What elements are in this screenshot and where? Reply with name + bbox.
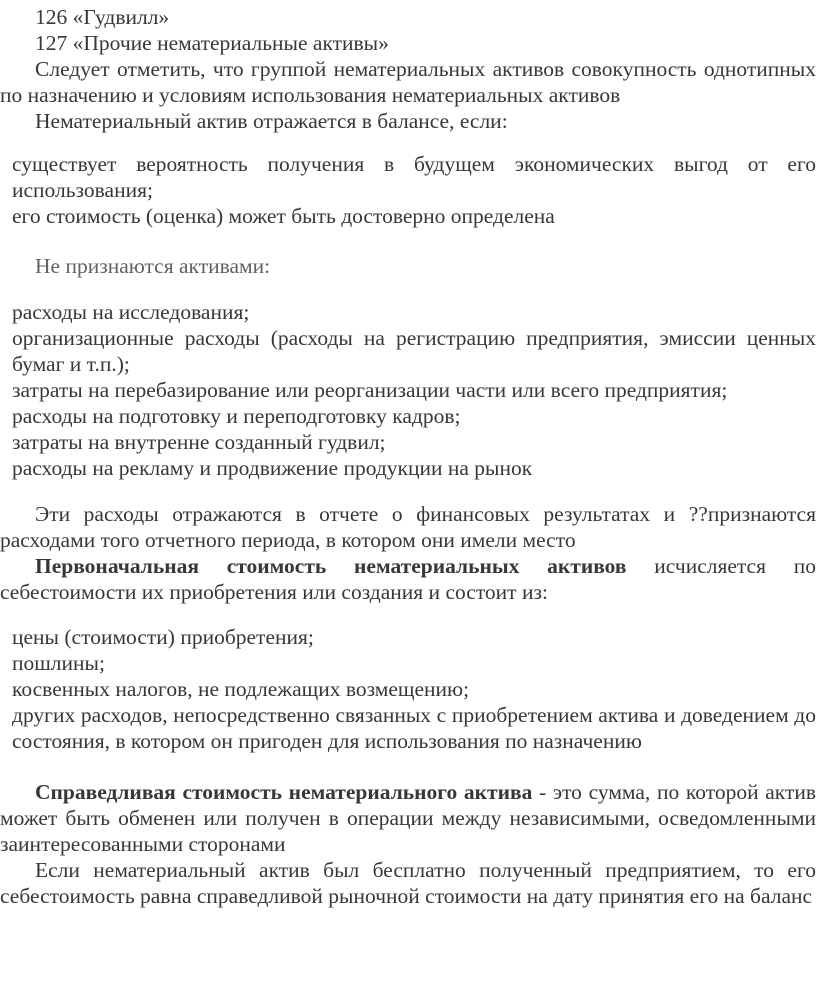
account-line-126: 126 «Гудвилл» [35,5,170,29]
list-item: косвенных налогов, не подлежащих возмещению; [12,677,470,701]
para-initial-cost [0,553,816,605]
list-item: расходы на исследования; [12,300,250,324]
list-item: организационные расходы (расходы на регистрацию предприятия, эмиссии ценных бумаг и т.п.); [12,326,816,376]
initial-cost-term: Первоначальная стоимость нематериальных активов [35,554,627,578]
para-not-recognized-heading: Не признаются активами: [35,254,271,278]
list-item: его стоимость (оценка) может быть достоверно определена [12,204,555,228]
para-free-received-asset: Если нематериальный актив был бесплатно полученный предприятием, то его себестоимость равна справедливой рыночной стоимости на дату принятия его на баланс [0,858,816,908]
list-item: пошлины; [12,651,105,675]
list-item: затраты на перебазирование или реорганизации части или всего предприятия; [12,378,728,402]
list-item: цены (стоимости) приобретения; [12,625,314,649]
fair-value-term: Справедливая стоимость нематериального актива [35,780,533,804]
para-group-definition: Следует отметить, что группой нематериальных активов совокупность однотипных по назначению и условиям использования нематериальных активов [0,57,816,107]
list-item: других расходов, непосредственно связанных с приобретением актива и доведением до состояния, в котором он пригоден для использования по назначению [12,703,816,753]
para-balance-condition: Нематериальный актив отражается в балансе, если: [35,109,508,133]
list-item: существует вероятность получения в будущем экономических выгод от его использования; [12,152,816,202]
para-fair-value [0,779,816,857]
account-line-127: 127 «Прочие нематериальные активы» [35,31,389,55]
initial-cost-text: исчисляется по себестоимости их приобретения или создания и состоит из: [0,554,816,604]
list-not-recognized-expenses [0,299,816,481]
list-item: расходы на рекламу и продвижение продукции на рынок [12,456,533,480]
list-recognition-criteria [0,151,816,229]
list-item: затраты на внутренне созданный гудвил; [12,430,386,454]
para-expenses-in-income-statement: Эти расходы отражаются в отчете о финансовых результатах и ??признаются расходами того отчетного периода, в котором они имели место [0,502,816,552]
list-initial-cost-components [0,624,816,754]
fair-value-text: - это сумма, по которой актив может быть обменен или получен в операции между независимыми, осведомленными заинтересованными сторонами [0,780,816,856]
list-item: расходы на подготовку и переподготовку кадров; [12,404,461,428]
